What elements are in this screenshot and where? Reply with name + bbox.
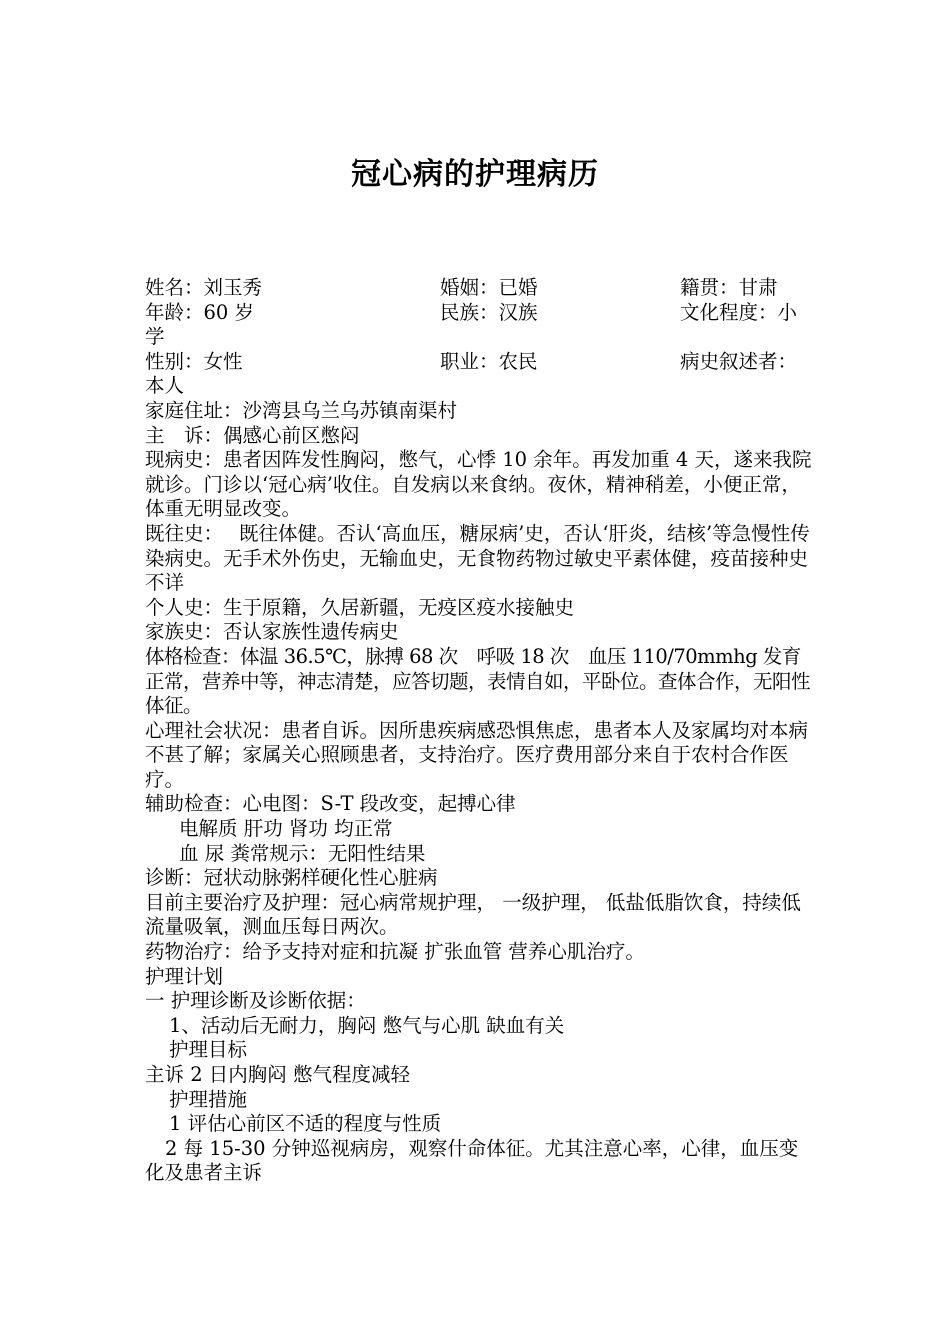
document-body <box>145 276 815 1186</box>
auxiliary-examination-routine: 血 尿 粪常规示：无阳性结果 <box>179 841 426 865</box>
auxiliary-examination-electrolytes: 电解质 肝功 肾功 均正常 <box>179 817 393 841</box>
ethnicity: 民族：汉族 <box>440 300 538 324</box>
nursing-goal-label: 护理目标 <box>169 1038 248 1062</box>
occupation: 职业：农民 <box>440 349 538 373</box>
nursing-measure-text: 2 每 15-30 分钟巡视病房，观察什命体征。尤其注意心率，心律，血压变化及患者主诉 <box>145 1136 799 1185</box>
psychosocial-status: 心理社会状况：患者自诉。因所患疾病感恐惧焦虑，患者本人及家属均对本病不甚了解；家属关心照顾患者，支持治疗。医疗费用部分来自于农村合作医疗。 <box>145 718 809 791</box>
education-level-continued: 学 <box>145 325 165 349</box>
section-one-heading: 一 护理诊断及诊断依据： <box>145 989 366 1013</box>
nursing-measure-item <box>145 1137 815 1186</box>
marital-status: 婚姻：已婚 <box>440 276 538 299</box>
present-illness-history: 现病史：患者因阵发性胸闷，憋气，心悸 10 余年。再发加重 4 天，遂来我院就诊。门诊以‘冠心病’收住。自发病以来食纳。夜休，精神稍差，小便正常，体重无明显改变。 <box>145 448 812 521</box>
home-address: 家庭住址：沙湾县乌兰乌苏镇南渠村 <box>145 398 458 422</box>
auxiliary-examination: 辅助检查：心电图：S-T 段改变，起搏心律 <box>145 792 516 816</box>
past-history: 既往史： 既往体健。否认‘高血压，糖尿病’史，否认‘肝炎，结核’等急慢性传染病史。无手术外伤史，无输血史，无食物药物过敏史平素体健，疫苗接种史不详 <box>145 521 810 595</box>
family-history: 家族史：否认家族性遗传病史 <box>145 620 399 644</box>
diagnosis: 诊断：冠状动脉粥样硬化性心脏病 <box>145 866 438 890</box>
nursing-plan-heading: 护理计划 <box>145 964 224 988</box>
nursing-measure-item: 1 评估心前区不适的程度与性质 <box>169 1112 442 1136</box>
education-level: 文化程度：小 <box>680 300 798 324</box>
chief-complaint: 主 诉：偶感心前区憋闷 <box>145 423 360 447</box>
history-narrator: 病史叙述者： <box>680 349 798 373</box>
patient-gender: 性别：女性 <box>145 349 243 373</box>
nursing-diagnosis-item: 1、活动后无耐力，胸闷 憋气与心肌 缺血有关 <box>169 1013 565 1037</box>
info-row <box>145 350 815 375</box>
native-place: 籍贯：甘肃 <box>680 276 778 299</box>
info-row <box>145 301 815 326</box>
drug-therapy: 药物治疗：给予支持对症和抗凝 扩张血管 营养心肌治疗。 <box>145 940 645 964</box>
personal-history: 个人史：生于原籍，久居新疆，无疫区疫水接触史 <box>145 595 575 619</box>
nursing-goal: 主诉 2 日内胸闷 憋气程度减轻 <box>145 1063 411 1086</box>
info-row <box>145 276 815 301</box>
physical-examination: 体格检查：体温 36.5℃，脉搏 68 次 呼吸 18 次 血压 110/70mmhg 发育正常，营养中等，神志清楚，应答切题，表情自如，平卧位。查体合作，无阳性体征。 <box>145 644 811 718</box>
nursing-measures-label: 护理措施 <box>169 1087 248 1111</box>
document-title: 冠心病的护理病历 <box>351 157 599 192</box>
current-treatment: 目前主要治疗及护理：冠心病常规护理， 一级护理， 低盐低脂饮食，持续低流量吸氧，测血压每日两次。 <box>145 890 801 939</box>
patient-name: 姓名：刘玉秀 <box>145 276 263 299</box>
patient-age: 年龄：60 岁 <box>145 300 255 324</box>
history-narrator-continued: 本人 <box>145 374 185 398</box>
